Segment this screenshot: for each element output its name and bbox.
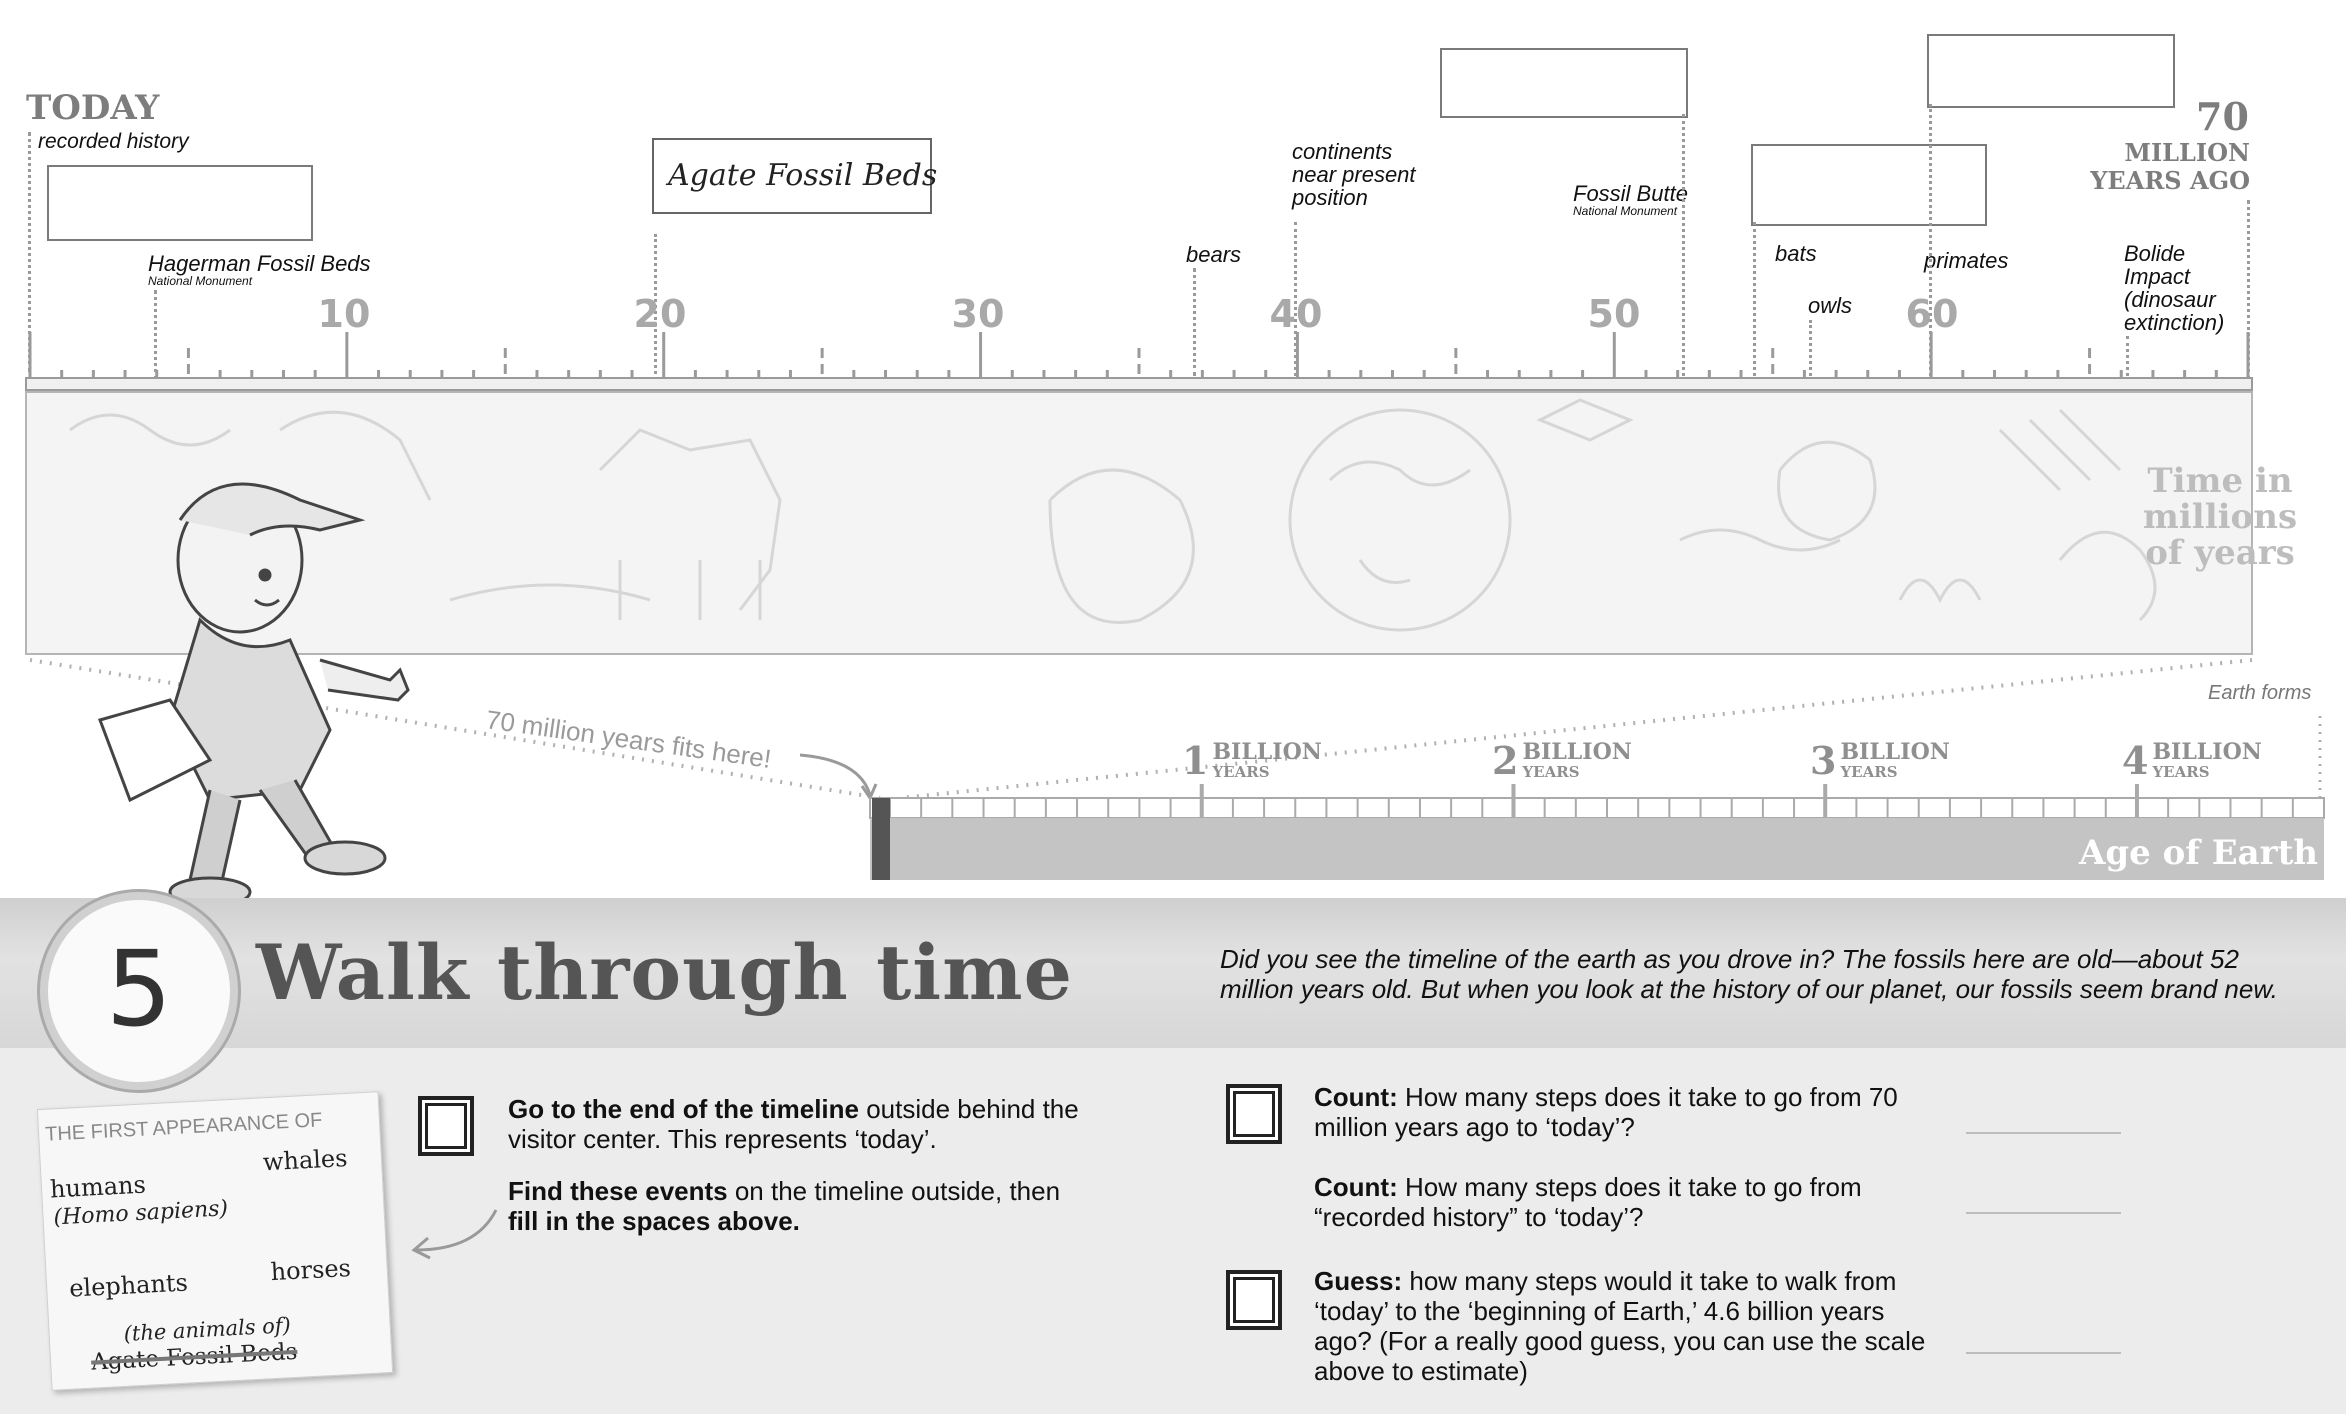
- billion-4-word: BILLION: [2152, 739, 2262, 765]
- card-heading: THE FIRST APPEARANCE OF: [44, 1109, 323, 1146]
- question-2-bold: Count:: [1314, 1172, 1398, 1202]
- fits-here-label: 70 million years fits here!: [484, 704, 774, 774]
- fossil-butte-name: Fossil Butte: [1573, 181, 1688, 206]
- card-animals-of: (the animals of): [123, 1313, 292, 1346]
- question-3-checkbox[interactable]: [1226, 1270, 1282, 1330]
- tick-20: 20: [633, 292, 687, 336]
- billion-1: [1182, 738, 1322, 783]
- card-homo: (Homo sapiens): [52, 1196, 229, 1231]
- instruction-go-rest: outside behind the visitor center. This represents ‘today’.: [508, 1094, 1079, 1154]
- tick-10: 10: [317, 292, 371, 336]
- end-million: MILLION: [2124, 138, 2250, 167]
- instruction-go: [508, 1094, 1088, 1154]
- agate-label: Agate Fossil Beds: [668, 158, 938, 193]
- card-agate: Agate Fossil Beds: [90, 1338, 299, 1376]
- question-3-bold: Guess:: [1314, 1266, 1403, 1296]
- age-of-earth-label: Age of Earth: [2078, 833, 2318, 873]
- question-2-text: How many steps does it take to go from “recorded history” to ‘today’?: [1314, 1172, 1862, 1232]
- bats-label: bats: [1775, 241, 1817, 266]
- band-caption-3: of years: [2145, 533, 2295, 573]
- instruction-go-bold: Go to the end of the timeline: [508, 1094, 859, 1124]
- bolide-line-2: Impact: [2124, 264, 2191, 289]
- card-whales: whales: [262, 1143, 349, 1177]
- today-subtitle: recorded history: [38, 130, 189, 153]
- question-3-answer-line[interactable]: [1966, 1352, 2121, 1354]
- bolide-line-3: (dinosaur: [2124, 287, 2216, 312]
- tick-30: 30: [951, 292, 1005, 336]
- question-1-bold: Count:: [1314, 1082, 1398, 1112]
- today-title: TODAY: [26, 88, 160, 128]
- billion-4-num: 4: [2122, 738, 2149, 783]
- instruction-find-bold2: fill in the spaces above.: [508, 1206, 800, 1236]
- question-2: [1314, 1172, 1934, 1232]
- question-1-answer-line[interactable]: [1966, 1132, 2121, 1134]
- end-years-ago: YEARS AGO: [2090, 166, 2250, 195]
- section-title: Walk through time: [256, 928, 1073, 1017]
- instruction-find: [508, 1176, 1088, 1236]
- billion-1-unit: YEARS: [1212, 763, 1270, 781]
- question-3: [1314, 1266, 1944, 1386]
- primates-label: primates: [1924, 248, 2009, 273]
- billion-2-num: 2: [1492, 738, 1519, 783]
- end-number: 70: [2196, 94, 2249, 139]
- card-arrow: [400, 1190, 510, 1260]
- billion-4-unit: YEARS: [2152, 763, 2210, 781]
- band-caption-2: millions: [2142, 497, 2298, 537]
- question-1: [1314, 1082, 1934, 1142]
- billion-4: [2122, 738, 2262, 783]
- bolide-line-1: Bolide: [2124, 241, 2186, 266]
- continents-line-1: continents: [1292, 139, 1393, 164]
- bolide-line-4: extinction): [2124, 310, 2225, 335]
- card-horses: horses: [269, 1253, 352, 1287]
- hagerman-name: Hagerman Fossil Beds: [148, 251, 371, 276]
- first-appearance-card: [37, 1091, 393, 1391]
- fossil-butte-sub: National Monument: [1573, 204, 1678, 218]
- instruction-find-mid: on the timeline outside, then: [727, 1176, 1061, 1206]
- card-humans: humans: [49, 1170, 147, 1204]
- billion-1-word: BILLION: [1212, 739, 1322, 765]
- billion-3-unit: YEARS: [1840, 763, 1898, 781]
- billion-3-word: BILLION: [1840, 739, 1950, 765]
- instruction-checkbox[interactable]: [418, 1096, 474, 1156]
- billion-2-word: BILLION: [1522, 739, 1632, 765]
- tick-40: 40: [1269, 292, 1323, 336]
- owls-label: owls: [1808, 293, 1853, 318]
- billion-2-unit: YEARS: [1522, 763, 1580, 781]
- card-elephants: elephants: [68, 1268, 189, 1303]
- section-number: 5: [105, 928, 173, 1050]
- section-number-badge: [40, 892, 238, 1090]
- tick-60: 60: [1905, 292, 1959, 336]
- tick-50: 50: [1587, 292, 1641, 336]
- question-1-checkbox[interactable]: [1226, 1084, 1282, 1144]
- continents-line-2: near present: [1292, 162, 1416, 187]
- continents-line-3: position: [1292, 185, 1368, 210]
- billion-3-num: 3: [1810, 738, 1837, 783]
- billion-2: [1492, 738, 1632, 783]
- earth-forms-label: Earth forms: [2208, 682, 2312, 704]
- band-caption-1: Time in: [2147, 461, 2293, 501]
- instruction-find-bold: Find these events: [508, 1176, 728, 1206]
- question-2-answer-line[interactable]: [1966, 1212, 2121, 1214]
- question-3-text: how many steps would it take to walk from ‘today’ to the ‘beginning of Earth,’ 4.6 billion years ago? (For a really good guess, you can use the scale above to estimate): [1314, 1266, 1926, 1386]
- billion-1-num: 1: [1182, 738, 1209, 783]
- question-1-text: How many steps does it take to go from 70 million years ago to ‘today’?: [1314, 1082, 1898, 1142]
- hagerman-sub: National Monument: [148, 274, 253, 288]
- billion-3: [1810, 738, 1950, 783]
- section-intro: Did you see the timeline of the earth as you drove in? The fossils here are old—about 52 million years old. But when you look at the history of our planet, our fossils seem brand new.: [1220, 944, 2278, 1004]
- bears-label: bears: [1186, 242, 1242, 267]
